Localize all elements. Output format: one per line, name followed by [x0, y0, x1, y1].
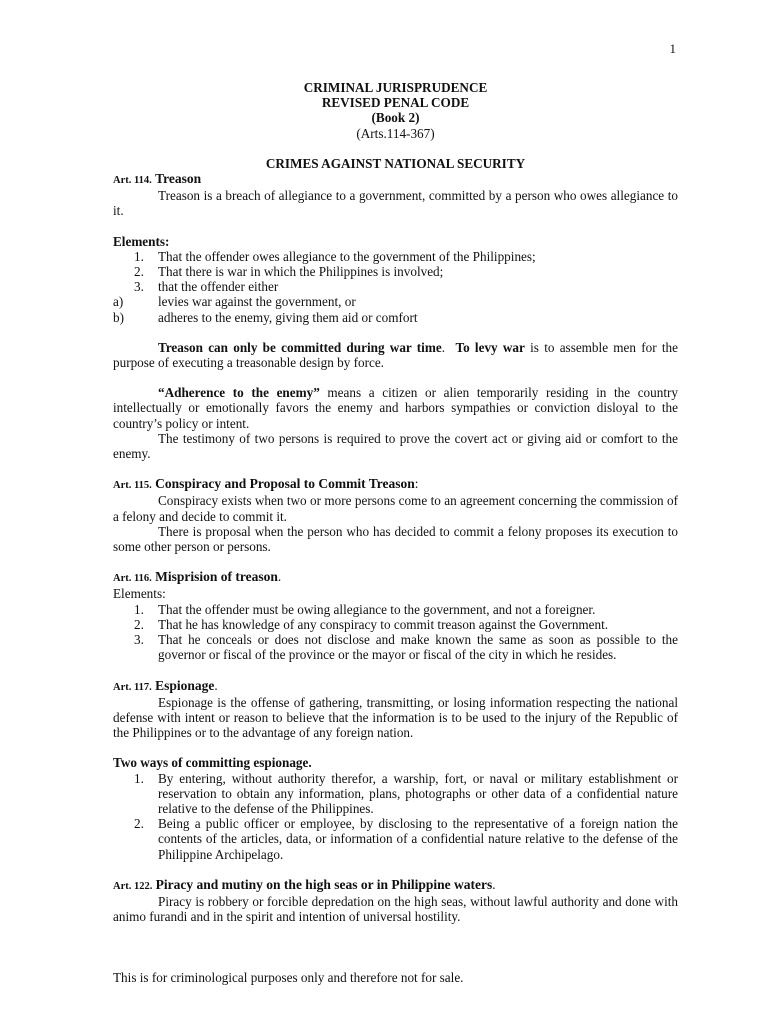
list-item: 1. That the offender owes allegiance to the government of the Philippines; — [134, 248, 536, 264]
art114-heading — [113, 171, 678, 188]
header-articles: (Arts.114-367) — [356, 125, 435, 141]
list-item: 1. By entering, without authority therefor, a warship, fort, or naval or military establishment or reservation to obtain any information, plans, photographs or other data of a confidential nature relative to the defense of the Philippines. — [134, 770, 678, 816]
page-number: 1 — [669, 41, 676, 56]
art117-heading: Art. 117. Espionage. — [113, 677, 218, 693]
section-title: CRIMES AGAINST NATIONAL SECURITY — [265, 155, 526, 171]
list-item: 3. That he conceals or does not disclose and make known the same as soon as possible to the governor or fiscal of the province or the mayor or fiscal of the city in which he resides. — [134, 632, 678, 663]
espionage-ways-label: Two ways of committing espionage. — [113, 755, 312, 771]
header-title: CRIMINAL JURISPRUDENCE — [303, 80, 488, 95]
art115-paragraph-2: There is proposal when the person who has decided to commit a felony proposes its execution to some other person or persons. — [113, 523, 678, 555]
art114-adherence-paragraph: “Adherence to the enemy” means a citizen or alien temporarily residing in the country intellectually or emotionally favors the enemy and harbors sympathies or conviction disloyal to the country’s policy or intent. — [113, 385, 678, 431]
art115-paragraph-1: Conspiracy exists when two or more persons come to an agreement concerning the commission of a felony and decide to commit it. — [113, 493, 678, 524]
list-item: 2. That there is war in which the Philippines is involved; — [134, 264, 444, 280]
list-item: 2. Being a public officer or employee, by disclosing to the representative of a foreign nation the contents of the articles, data, or information of a confidential nature relative to the defense of the Philippine Archipelago. — [134, 816, 678, 862]
art-title: Treason — [155, 171, 202, 187]
list-item: 1. That the offender must be owing allegiance to the government, and not a foreigner. — [134, 601, 596, 617]
art116-heading: Art. 116. Misprision of treason. — [113, 569, 282, 585]
header-subtitle: REVISED PENAL CODE — [321, 95, 470, 111]
art115-heading: Art. 115. Conspiracy and Proposal to Commit Treason: — [113, 476, 419, 492]
elements-label: Elements: — [113, 233, 170, 249]
art114-definition: Treason is a breach of allegiance to a government, committed by a person who owes allegiance to it. — [113, 188, 678, 219]
sub-item-b: b) adheres to the enemy, giving them aid or comfort — [113, 309, 418, 325]
list-item: 2. That he has knowledge of any conspiracy to commit treason against the Government. — [134, 616, 609, 632]
art122-definition: Piracy is robbery or forcible depredation on the high seas, without lawful authority and done with animo furandi and in the spirit and intention of universal hostility. — [113, 893, 678, 925]
art116-elements-label: Elements: — [113, 586, 166, 602]
art-number: Art. 114. — [113, 175, 152, 187]
art122-heading: Art. 122. Piracy and mutiny on the high seas or in Philippine waters. — [113, 876, 496, 892]
art116-elements — [113, 602, 678, 663]
footer-disclaimer: This is for criminological purposes only and therefore not for sale. — [113, 970, 464, 985]
art114-testimony-paragraph: The testimony of two persons is required to prove the covert act or giving aid or comfort to the enemy. — [113, 430, 678, 462]
art117-ways — [113, 771, 678, 862]
list-item: 3. that the offender either — [134, 279, 279, 295]
header-book: (Book 2) — [371, 110, 420, 126]
document-body — [113, 0, 678, 924]
art114-levy-paragraph: Treason can only be committed during war time. To levy war is to assemble men for the purpose of executing a treasonable design by force. — [113, 339, 679, 371]
sub-item-a: a) levies war against the government, or — [113, 294, 356, 310]
art117-definition: Espionage is the offense of gathering, transmitting, or losing information respecting the national defense with intent or reason to believe that the information is to be used to the injury of the Republic of the Philippines or to the advantage of any foreign nation. — [113, 694, 678, 741]
art114-elements — [113, 249, 678, 295]
